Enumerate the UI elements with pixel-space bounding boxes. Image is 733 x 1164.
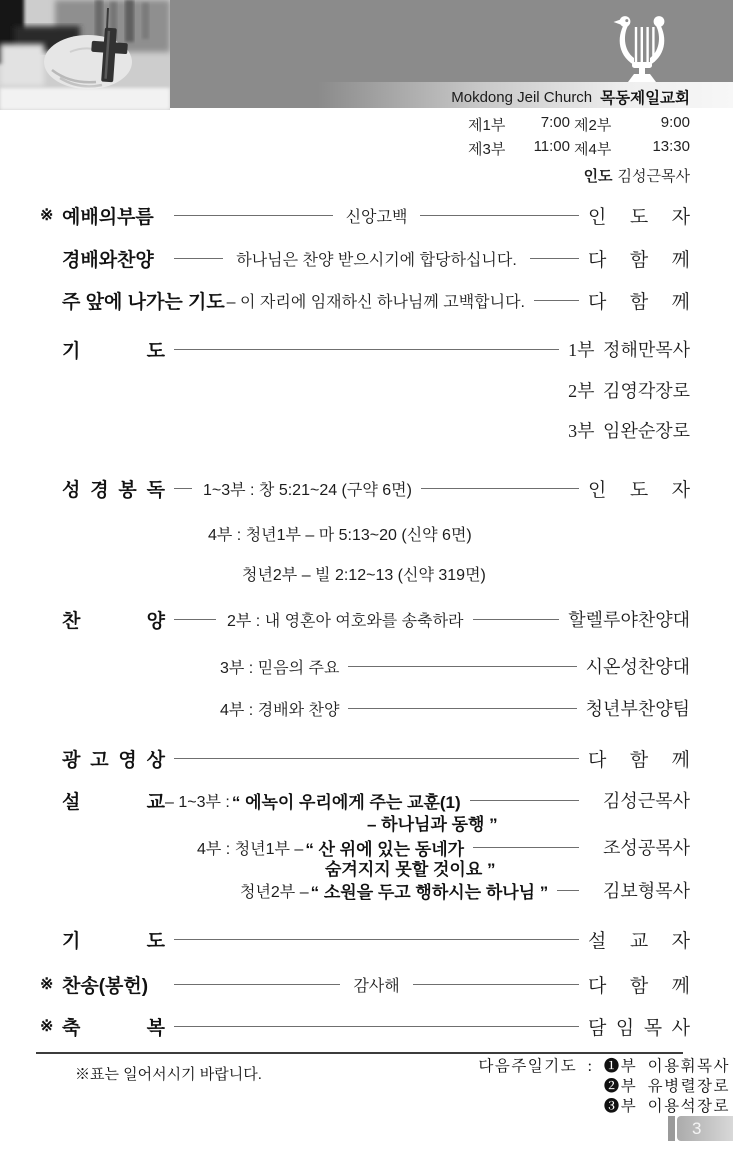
scripture-sub-row bbox=[206, 522, 472, 544]
sermon-title: “ 에녹이 우리에게 주는 교훈(1) bbox=[231, 792, 461, 812]
order-row-call-to-worship bbox=[40, 203, 690, 227]
order-row-announcements bbox=[40, 746, 690, 770]
service2-time: 9:00 bbox=[660, 114, 690, 131]
dove-lyre-logo-icon bbox=[610, 14, 674, 86]
row-right-label: 다 함 께 bbox=[588, 749, 690, 771]
sermon-title-cont bbox=[325, 856, 495, 878]
dash-line bbox=[174, 619, 216, 620]
dash-line bbox=[174, 349, 559, 350]
dash-line bbox=[174, 215, 333, 216]
praying-hands-photo bbox=[0, 0, 170, 110]
dash-line bbox=[174, 758, 579, 759]
anthem-title-2bu: 2부 : 내 영혼아 여호와를 송축하라 bbox=[227, 612, 464, 630]
scripture-sub-row bbox=[240, 562, 486, 584]
sermon-sub-row bbox=[240, 879, 690, 901]
row-right-label: 다 함 께 bbox=[588, 975, 690, 997]
order-row-prayer-2 bbox=[40, 378, 690, 402]
choir-name: 청년부찬양팀 bbox=[585, 699, 690, 719]
leader-label: 인도 bbox=[583, 168, 613, 185]
anthem-title-4bu: 4부 : 경배와 찬양 bbox=[220, 701, 340, 719]
next-week-prayer-block bbox=[478, 1057, 730, 1117]
church-name-en: Mokdong Jeil Church bbox=[451, 88, 593, 106]
next-week-line-3 bbox=[478, 1097, 730, 1117]
page-tab-bar bbox=[668, 1116, 675, 1141]
dash-line bbox=[348, 666, 576, 667]
order-row-prayer-after-sermon bbox=[40, 927, 690, 951]
dash-line bbox=[473, 847, 579, 848]
row-title: 광 고 영 상 bbox=[62, 749, 165, 771]
service1-time: 7:00 bbox=[540, 114, 570, 131]
sermon-title-cont-text: 숨겨지지 못할 것이요 ” bbox=[325, 859, 496, 879]
leader-name: 김성근목사 bbox=[617, 168, 690, 185]
row-right-label: 설 교 자 bbox=[588, 930, 690, 952]
row-right-label: 담 임 목 사 bbox=[588, 1017, 690, 1039]
next-week-label: 다음주일기도 : bbox=[478, 1058, 594, 1075]
row-title: 경배와찬양 bbox=[62, 249, 154, 271]
sermon-title: “ 산 위에 있는 동네가 bbox=[305, 839, 465, 859]
dash-line bbox=[420, 215, 579, 216]
dash-line bbox=[470, 800, 579, 801]
order-row-prayer bbox=[40, 337, 690, 361]
hymn-title: 감사해 bbox=[353, 977, 400, 995]
next-week-line-2 bbox=[478, 1077, 730, 1097]
sermon-prefix: 청년2부 – bbox=[240, 883, 309, 901]
dash-line bbox=[473, 619, 560, 620]
preacher-name: 김보형목사 bbox=[603, 881, 690, 901]
scripture-ref-4-youth1: 4부 : 청년1부 – 마 5:13~20 (신약 6면) bbox=[208, 526, 472, 544]
prayer-name-1: 1부 정해만목사 bbox=[568, 340, 690, 360]
prayer-name-2: 2부 김영각장로 bbox=[568, 381, 690, 401]
row-center-text: 하나님은 찬양 받으시기에 합당하십니다. bbox=[236, 251, 517, 269]
next-week-name-3: ❸부 이용석장로 bbox=[603, 1098, 730, 1115]
sermon-subtitle: – 하나님과 동행 ” bbox=[367, 814, 498, 834]
row-center-text: 신앙고백 bbox=[345, 208, 408, 226]
order-row-approach-prayer bbox=[40, 288, 690, 312]
order-row-offering-hymn bbox=[40, 972, 690, 996]
next-week-name-1: ❶부 이용휘목사 bbox=[603, 1058, 730, 1075]
sermon-prefix: 4부 : 청년1부 – bbox=[197, 840, 304, 858]
dash-line bbox=[413, 984, 579, 985]
scripture-ref-1-3: 1~3부 : 창 5:21~24 (구약 6면) bbox=[203, 481, 412, 499]
order-row-scripture bbox=[40, 476, 690, 500]
standing-note: ※표는 일어서시기 바랍니다. bbox=[75, 1066, 262, 1083]
preacher-name: 김성근목사 bbox=[603, 791, 690, 811]
dash-line bbox=[348, 708, 576, 709]
dash-line bbox=[174, 258, 223, 259]
sermon-title: “ 소원을 두고 행하시는 하나님 ” bbox=[310, 882, 549, 902]
row-title: 기 도 bbox=[62, 930, 165, 952]
row-right-label: 인 도 자 bbox=[588, 479, 690, 501]
standing-mark: ※ bbox=[40, 207, 54, 224]
order-row-sermon bbox=[40, 789, 690, 811]
next-week-name-2: ❷부 유병렬장로 bbox=[603, 1078, 730, 1095]
worship-leader bbox=[584, 165, 690, 186]
sermon-title-cont bbox=[367, 811, 498, 833]
dash-line bbox=[174, 939, 579, 940]
standing-mark: ※ bbox=[40, 976, 54, 993]
footer-divider bbox=[36, 1052, 683, 1054]
page-number-tab bbox=[677, 1116, 733, 1141]
row-title: 설 교 bbox=[62, 791, 165, 813]
order-row-anthem bbox=[40, 607, 690, 631]
dash-line bbox=[534, 300, 579, 301]
choir-name: 할렐루야찬양대 bbox=[568, 610, 690, 630]
row-title: 찬송(봉헌) bbox=[62, 975, 149, 997]
prayer-name-3: 3부 임완순장로 bbox=[568, 421, 690, 441]
order-row-praise-worship bbox=[40, 246, 690, 270]
row-right-label: 다 함 께 bbox=[588, 291, 690, 313]
row-title: 찬 양 bbox=[62, 610, 165, 632]
choir-name: 시온성찬양대 bbox=[585, 657, 690, 677]
preacher-name: 조성공목사 bbox=[603, 838, 690, 858]
service4-label: 제4부 bbox=[574, 141, 612, 158]
service3-label: 제3부 bbox=[468, 141, 506, 158]
standing-mark: ※ bbox=[40, 1018, 54, 1035]
service3-time: 11:00 bbox=[533, 138, 570, 155]
dash-line bbox=[557, 890, 579, 891]
service-times bbox=[468, 114, 690, 159]
church-name-ko: 목동제일교회 bbox=[600, 90, 690, 107]
order-row-benediction bbox=[40, 1014, 690, 1038]
dash-line bbox=[174, 984, 340, 985]
sermon-prefix: – 1~3부 : bbox=[165, 793, 230, 811]
row-title: 축 복 bbox=[62, 1017, 165, 1039]
dash-line bbox=[421, 488, 579, 489]
anthem-sub-row bbox=[218, 654, 690, 678]
anthem-title-3bu: 3부 : 믿음의 주요 bbox=[220, 659, 340, 677]
row-title: 예배의부름 bbox=[62, 206, 154, 228]
order-row-prayer-3 bbox=[40, 418, 690, 442]
page-number: 3 bbox=[692, 1119, 702, 1138]
service1-label: 제1부 bbox=[468, 117, 506, 134]
next-week-line-1 bbox=[478, 1057, 730, 1077]
service2-label: 제2부 bbox=[574, 117, 612, 134]
row-title: 기 도 bbox=[62, 340, 165, 362]
row-right-label: 인 도 자 bbox=[588, 206, 691, 228]
dash-line bbox=[530, 258, 579, 259]
anthem-sub-row bbox=[218, 696, 690, 720]
scripture-ref-youth2: 청년2부 – 빌 2:12~13 (신약 319면) bbox=[242, 566, 486, 584]
dash-line bbox=[174, 488, 192, 489]
row-lead-text: – 이 자리에 임재하신 하나님께 고백합니다. bbox=[226, 293, 525, 311]
church-name bbox=[451, 86, 690, 108]
service4-time: 13:30 bbox=[652, 138, 690, 155]
row-right-label: 다 함 께 bbox=[588, 249, 691, 271]
row-title: 성 경 봉 독 bbox=[62, 479, 165, 501]
row-title: 주 앞에 나가는 기도 bbox=[62, 291, 225, 313]
dash-line bbox=[174, 1026, 579, 1027]
